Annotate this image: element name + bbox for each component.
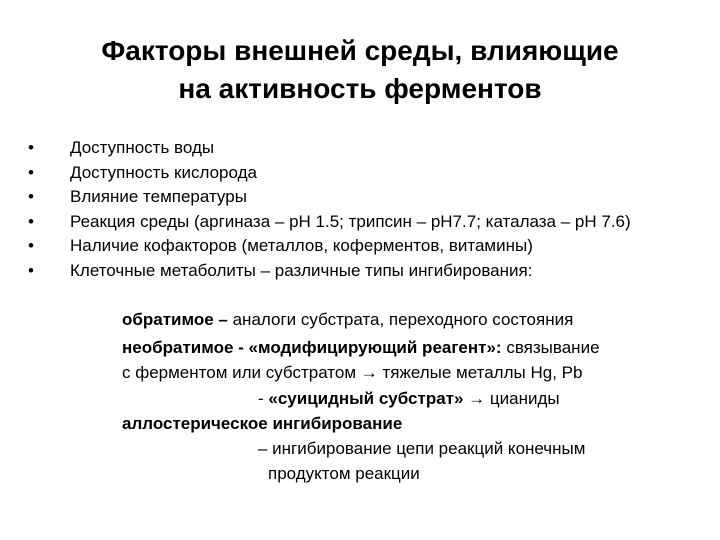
irreversible-description: связывание [501,338,600,357]
bullet-icon: • [28,211,34,231]
irreversible-inhibition-line-2 [122,361,582,386]
bullet-icon: • [28,162,34,182]
list-item-text: Реакция среды (аргиназа – pH 1.5; трипсин – pH7.7; каталаза – pH 7.6) [70,211,631,231]
allosteric-term: аллостерическое ингибирование [122,414,403,433]
list-item [28,234,698,259]
allosteric-inhibition-line [122,412,402,437]
suicide-term: «суицидный субстрат» [268,389,464,408]
allosteric-description: – ингибирование цепи реакций конечным [258,439,586,458]
reversible-inhibition-line [122,308,573,333]
factor-list [28,136,698,283]
list-item [28,136,698,161]
bullet-icon: • [28,187,34,206]
allosteric-description-2: продуктом реакции [268,464,420,483]
suicide-prefix: - [258,389,269,408]
irreversible-description-2: с ферментом или субстратом → тяжелые металлы Hg, Pb [122,363,583,382]
list-item [28,161,698,186]
title-line-2: на активность ферментов [178,73,542,104]
bullet-icon: • [28,260,34,280]
list-item [28,210,698,235]
reversible-description: аналоги субстрата, переходного состояния [227,310,574,329]
list-item-text: Клеточные метаболиты – различные типы ингибирования: [70,260,533,280]
reversible-term: обратимое – [122,310,228,329]
list-item [28,185,698,210]
irreversible-inhibition-line [122,336,600,361]
allosteric-description-line-2 [268,462,420,487]
list-item-text: Доступность кислорода [70,162,257,182]
bullet-icon: • [28,138,34,157]
suicide-substrate-line [258,387,560,412]
list-item-text: Доступность воды [70,138,215,157]
slide-title [0,32,720,108]
suicide-description: → цианиды [463,389,560,408]
list-item-text: Наличие кофакторов (металлов, коферментов, витамины) [70,236,533,255]
bullet-icon: • [28,236,34,255]
allosteric-description-line [258,437,585,462]
list-item-text: Влияние температуры [70,187,247,206]
irreversible-term: необратимое - «модифицирующий реагент»: [122,338,502,357]
list-item [28,259,698,284]
title-line-1: Факторы внешней среды, влияющие [101,35,619,66]
